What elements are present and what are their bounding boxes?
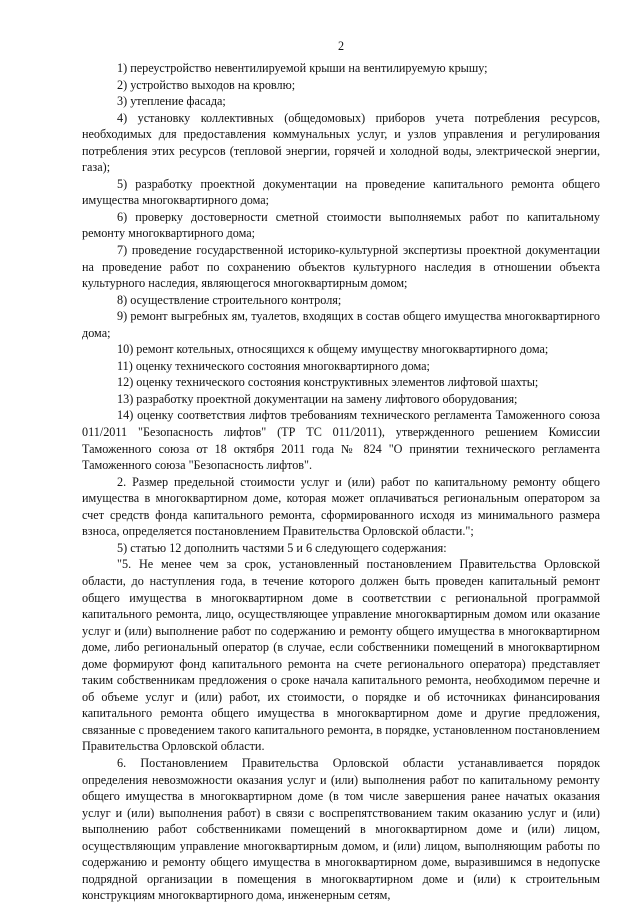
paragraph-price-limit: 2. Размер предельной стоимости услуг и (или) работ по капитальному ремонту общего имущества в многоквартирном доме, которая может оплачиваться региональным оператором за счет средств фонда капитального ремонта, сформированного исходя из минимального размера взноса, определяется постановлением Правительства Орловской области."; bbox=[82, 474, 600, 539]
list-item-8: 8) осуществление строительного контроля; bbox=[117, 292, 342, 307]
list-item-4: 4) установку коллективных (общедомовых) приборов учета потребления ресурсов, необходимых для предоставления коммунальных услуг, и узлов управления и регулирования потребления этих ресурсов (тепловой энергии, горячей и холодной воды, электрической энергии, газа); bbox=[82, 110, 600, 175]
list-item-12: 12) оценку технического состояния конструктивных элементов лифтовой шахты; bbox=[117, 375, 539, 390]
paragraph-part-5: "5. Не менее чем за срок, установленный постановлением Правительства Орловской области, до наступления года, в течение которого должен быть проведен капитальный ремонт общего имущества в многоквартирном доме в соответствии с региональной программой капитального ремонта, лицо, осуществляющее управление многоквартирным домом или оказание услуг и (или) выполнение работ по содержанию и ремонту общего имущества в многоквартирном доме, либо региональный оператор (в случае, если собственники помещений в многоквартирном доме формируют фонд капитального ремонта на счете регионального оператора) представляет таким собственникам предложения о сроке начала капитального ремонта, необходимом перечне и об объеме услуг и (или) работ, их стоимости, о порядке и об источниках финансирования капитального ремонта общего имущества в многоквартирном доме и другие предложения, связанные с проведением такого капитального ремонта, в порядке, установленном постановлением Правительства Орловской области. bbox=[82, 557, 600, 754]
list-item-11: 11) оценку технического состояния многоквартирного дома; bbox=[117, 358, 430, 373]
paragraph-amendment-5: 5) статью 12 дополнить частями 5 и 6 следующего содержания: bbox=[117, 540, 447, 555]
list-item-9: 9) ремонт выгребных ям, туалетов, входящих в состав общего имущества многоквартирного дома; bbox=[82, 309, 600, 340]
list-item-7: 7) проведение государственной историко-культурной экспертизы проектной документации на проведение работ по сохранению объектов культурного наследия в отношении объекта культурного наследия, являющегося многоквартирным домом; bbox=[82, 243, 600, 291]
list-item-10: 10) ремонт котельных, относящихся к общему имуществу многоквартирного дома; bbox=[117, 342, 549, 357]
paragraph-part-6: 6. Постановлением Правительства Орловской области устанавливается порядок определения невозможности оказания услуг и (или) выполнения работ по капитальному ремонту общего имущества в многоквартирном доме (в том числе завершения ранее начатых оказания услуг и (или) выполнения работ) в связи с воспрепятствованием таким оказанию услуг и (или) выполнению работ собственниками помещений в многоквартирном доме и (или) лицом, осуществляющим управление многоквартирным домом, и (или) лицом, выполняющим работы по содержанию и ремонту общего имущества в многоквартирном доме, выразившимся в недопуске подрядной организации в помещения в многоквартирном доме и (или) к строительным конструкциям многоквартирного дома, инженерным сетям, bbox=[82, 755, 600, 903]
list-item-1: 1) переустройство невентилируемой крыши на вентилируемую крышу; bbox=[117, 61, 488, 75]
list-item-6: 6) проверку достоверности сметной стоимости выполняемых работ по капитальному ремонту многоквартирного дома; bbox=[82, 209, 600, 241]
document-body bbox=[82, 60, 600, 904]
list-item-3: 3) утепление фасада; bbox=[117, 94, 226, 109]
list-item-2: 2) устройство выходов на кровлю; bbox=[117, 77, 296, 92]
page-number: 2 bbox=[337, 39, 345, 53]
list-item-14: 14) оценку соответствия лифтов требованиям технического регламента Таможенного союза 011/2011 "Безопасность лифтов" (ТР ТС 011/2011), утвержденного решением Комиссии Таможенного союза от 18 октября 2011 года № 824 "О принятии технического регламента Таможенного союза "Безопасность лифтов". bbox=[82, 408, 600, 473]
list-item-13: 13) разработку проектной документации на замену лифтового оборудования; bbox=[117, 391, 518, 406]
list-item-5: 5) разработку проектной документации на проведение капитального ремонта общего имущества многоквартирного дома; bbox=[82, 176, 600, 208]
